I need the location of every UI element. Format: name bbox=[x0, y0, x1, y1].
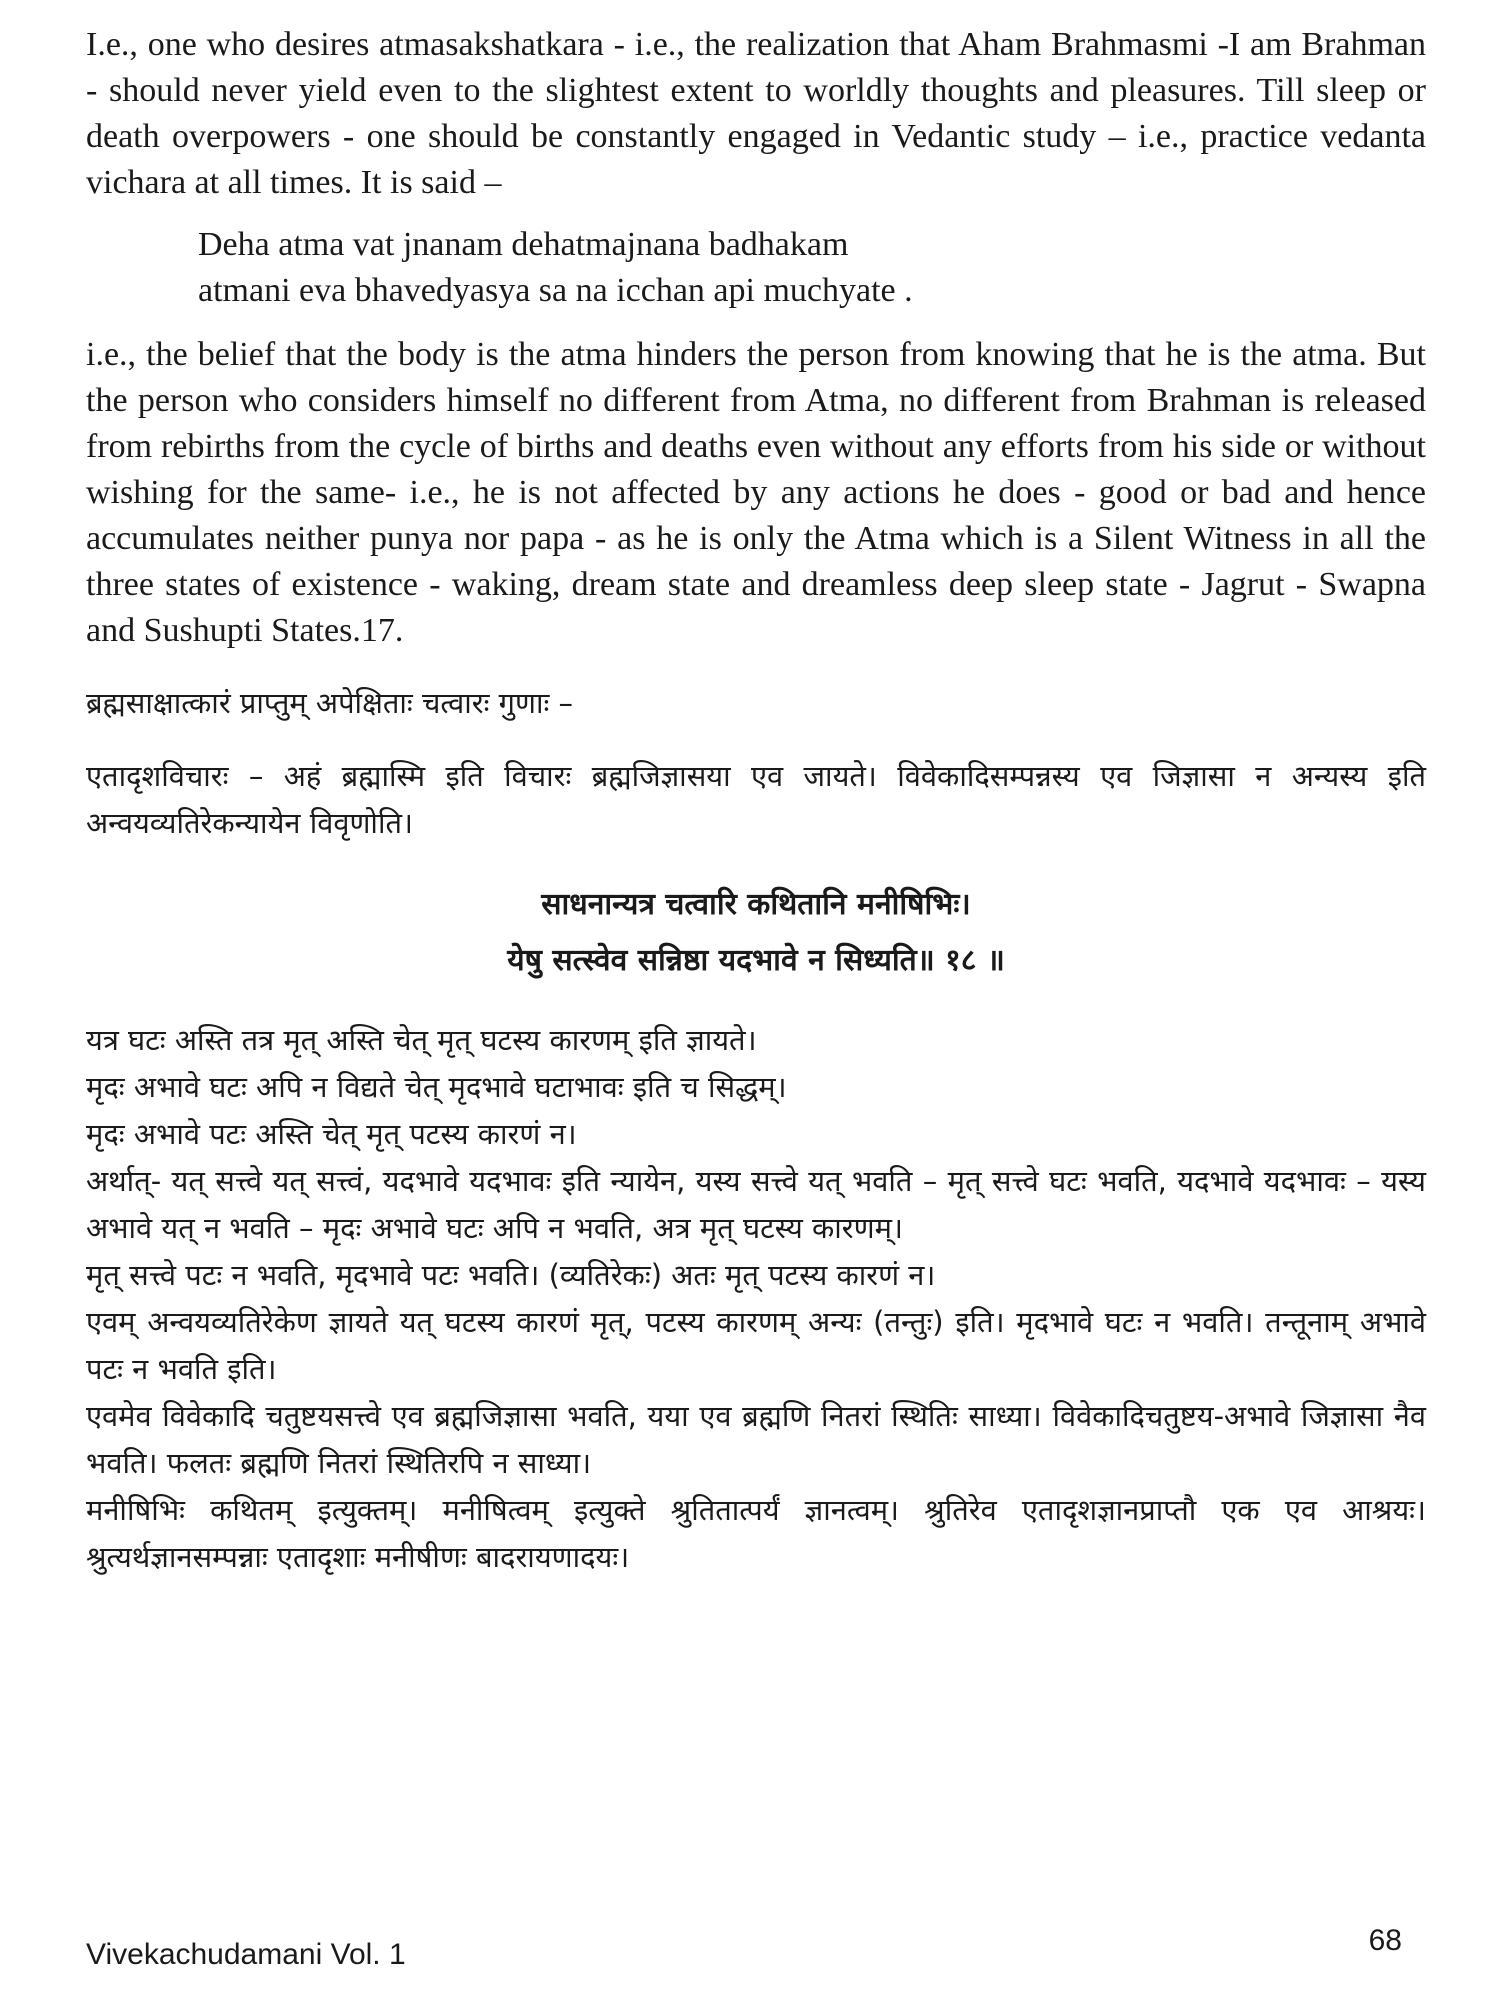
footer-page-number: 68 bbox=[1368, 1924, 1402, 1957]
english-verse-line-1: Deha atma vat jnanam dehatmajnana badhakam bbox=[198, 226, 849, 263]
sanskrit-commentary-line-1: यत्र घटः अस्ति तत्र मृत् अस्ति चेत् मृत् घटस्य कारणम् इति ज्ञायते। bbox=[86, 1023, 757, 1057]
sanskrit-commentary-line-4: अर्थात्- यत् सत्त्वे यत् सत्त्वं, यदभावे यदभावः इति न्यायेन, यस्य सत्त्वे यत् भवति – मृत् सत्त्वे घटः भवति, यदभावे यदभावः – यस्य अभावे यत् न भवति – मृदः अभावे घटः अपि न भवति, अत्र मृत् घटस्य कारणम्। bbox=[86, 1164, 1426, 1245]
english-paragraph-1: I.e., one who desires atmasakshatkara - i.e., the realization that Aham Brahmasmi -I am Brahman - should never yield even to the slightest extent to worldly thoughts and pleasures. Till sleep or death overpowers - one should be constantly engaged in Vedantic study – i.e., practice vedanta vichara at all times. It is said – bbox=[86, 26, 1426, 201]
sanskrit-commentary-line-8: मनीषिभिः कथितम् इत्युक्तम्। मनीषित्वम् इत्युक्ते श्रुतितात्पर्यं ज्ञानत्वम्। श्रुतिरेव एतादृशज्ञानप्राप्तौ एक एव आश्रयः। श्रुत्यर्थज्ञानसम्पन्नाः एतादृशाः मनीषीणः बादरायणादयः। bbox=[86, 1493, 1426, 1574]
sanskrit-commentary-line-6: एवम् अन्वयव्यतिरेकेण ज्ञायते यत् घटस्य कारणं मृत्, पटस्य कारणम् अन्यः (तन्तुः) इति। मृदभावे घटः न भवति। तन्तूनाम् अभावे पटः न भवति इति। bbox=[86, 1305, 1426, 1386]
sanskrit-commentary-line-2: मृदः अभावे घटः अपि न विद्यते चेत् मृदभावे घटाभावः इति च सिद्धम्। bbox=[86, 1070, 787, 1104]
english-verse-line-2: atmani eva bhavedyasya sa na icchan api muchyate . bbox=[198, 272, 913, 309]
english-verse bbox=[198, 222, 1426, 314]
sanskrit-verse-line-1: साधनान्यत्र चत्वारि कथितानि मनीषिभिः। bbox=[541, 887, 971, 922]
sanskrit-commentary-line-3: मृदः अभावे पटः अस्ति चेत् मृत् पटस्य कारणं न। bbox=[86, 1117, 577, 1151]
footer-book-title: Vivekachudamani Vol. 1 bbox=[86, 1938, 406, 1971]
sanskrit-verse-line-2: येषु सत्स्वेव सन्निष्ठा यदभावे न सिध्यति॥ १८ ॥ bbox=[507, 943, 1005, 978]
sanskrit-commentary-line-7: एवमेव विवेकादि चतुष्टयसत्त्वे एव ब्रह्मजिज्ञासा भवति, यया एव ब्रह्मणि नितरां स्थितिः साध्या। विवेकादिचतुष्टय-अभावे जिज्ञासा नैव भवति। फलतः ब्रह्मणि नितरां स्थितिरपि न साध्या। bbox=[86, 1399, 1426, 1480]
english-paragraph-2: i.e., the belief that the body is the atma hinders the person from knowing that he is the atma. But the person who considers himself no different from Atma, no different from Brahman is released from rebirths from the cycle of births and deaths even without any efforts from his side or without wishing for the same- i.e., he is not affected by any actions he does - good or bad and hence accumulates neither punya nor papa - as he is only the Atma which is a Silent Witness in all the three states of existence - waking, dream state and dreamless deep sleep state - Jagrut - Swapna and Sushupti States.17. bbox=[86, 336, 1426, 649]
sanskrit-commentary bbox=[86, 1017, 1426, 1581]
page-content bbox=[86, 22, 1426, 1581]
sanskrit-commentary-line-5: मृत् सत्त्वे पटः न भवति, मृदभावे पटः भवति। (व्यतिरेकः) अतः मृत् पटस्य कारणं न। bbox=[86, 1258, 936, 1292]
sanskrit-verse-18 bbox=[86, 877, 1426, 989]
sanskrit-paragraph-1: एतादृशविचारः – अहं ब्रह्मास्मि इति विचारः ब्रह्मजिज्ञासया एव जायते। विवेकादिसम्पन्नस्य एव जिज्ञासा न अन्यस्य इति अन्वयव्यतिरेकन्यायेन विवृणोति। bbox=[86, 759, 1426, 840]
sanskrit-heading: ब्रह्मसाक्षात्कारं प्राप्तुम् अपेक्षिताः चत्वारः गुणाः – bbox=[86, 686, 574, 720]
